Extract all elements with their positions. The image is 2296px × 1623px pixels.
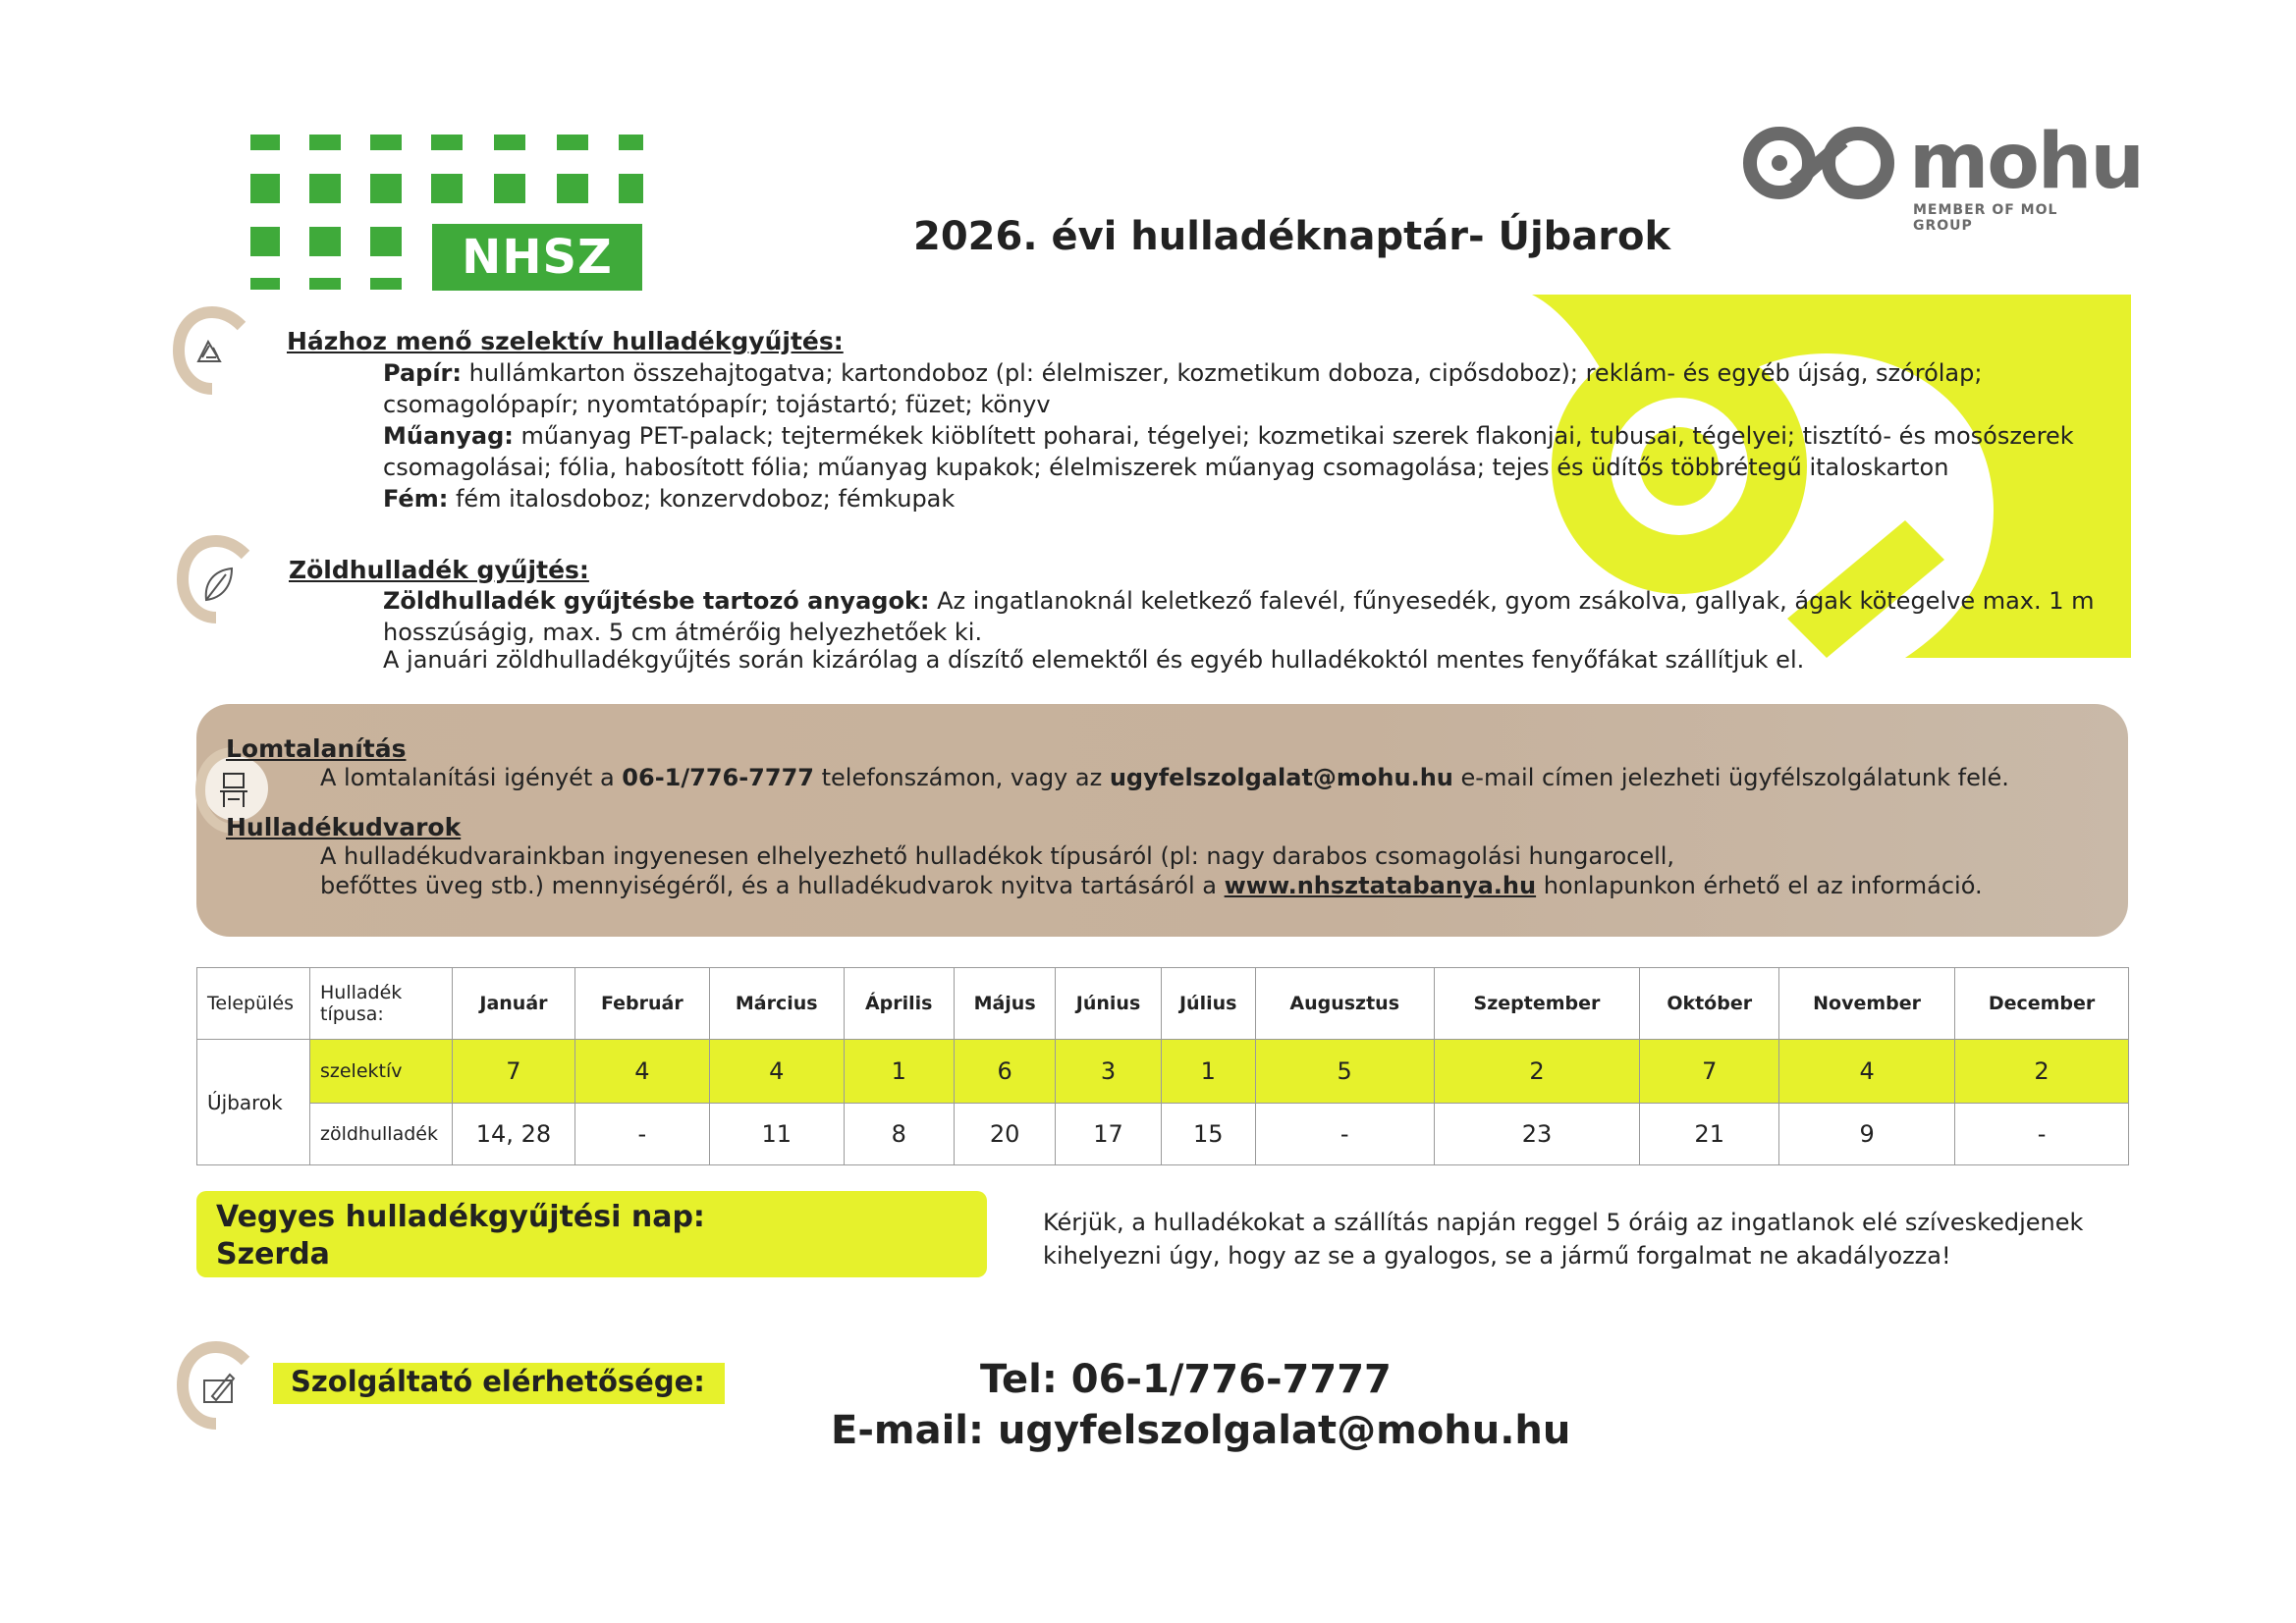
yards-text-b: honlapunkon érhető el az információ. — [1536, 872, 1983, 899]
settlement-cell: Újbarok — [197, 1040, 310, 1165]
bulky-phone: 06-1/776-7777 — [622, 764, 814, 791]
notice-line-2: kihelyezni úgy, hogy az se a gyalogos, se a jármű forgalmat ne akadályozza! — [1043, 1242, 1951, 1270]
bulky-waste-box — [196, 704, 2128, 937]
green-line-3: A januári zöldhulladékgyűjtés során kizárólag a díszítő elemektől és egyéb hulladékoktól mentes fenyőfákat szállítjuk el. — [383, 646, 1805, 674]
plastic-line-1 — [383, 420, 2074, 452]
mohu-logo — [1740, 118, 2143, 234]
table-cell: 9 — [1779, 1104, 1955, 1165]
col-type-header: Hulladék típusa: — [310, 968, 453, 1040]
selective-heading: Házhoz menő szelektív hulladékgyűjtés: — [287, 327, 844, 355]
metal-line — [383, 483, 955, 514]
bulky-email: ugyfelszolgalat@mohu.hu — [1109, 764, 1453, 791]
month-header: Augusztus — [1255, 968, 1434, 1040]
mixed-waste-label: Vegyes hulladékgyűjtési nap: — [216, 1200, 705, 1234]
table-cell: 2 — [1434, 1040, 1640, 1104]
month-header: Február — [574, 968, 709, 1040]
table-cell: 4 — [1779, 1040, 1955, 1104]
month-header: Szeptember — [1434, 968, 1640, 1040]
table-row-green — [197, 1104, 2129, 1165]
waste-type-cell: zöldhulladék — [310, 1104, 453, 1165]
month-header: Március — [709, 968, 844, 1040]
table-cell: 7 — [453, 1040, 575, 1104]
month-header: Október — [1640, 968, 1779, 1040]
plastic-label: Műanyag: — [383, 422, 514, 450]
paper-line-2: csomagolópapír; nyomtatópapír; tojástartó; füzet; könyv — [383, 391, 1051, 418]
paper-line-1 — [383, 357, 1982, 389]
yards-website-link[interactable]: www.nhsztatabanya.hu — [1224, 872, 1537, 899]
waste-type-cell: szelektív — [310, 1040, 453, 1104]
bulky-heading: Lomtalanítás — [226, 734, 407, 763]
nhsz-logo-text: NHSZ — [432, 224, 642, 291]
month-header: Június — [1056, 968, 1161, 1040]
month-header: Január — [453, 968, 575, 1040]
yards-line-1: A hulladékudvarainkban ingyenesen elhelyezhető hulladékok típusáról (pl: nagy darabos csomagolási hungarocell, — [320, 842, 1675, 870]
yards-text-a: befőttes üveg stb.) mennyiségéről, és a hulladékudvarok nyitva tartásáról a — [320, 872, 1225, 899]
month-header: Július — [1161, 968, 1255, 1040]
table-cell: - — [574, 1104, 709, 1165]
table-cell: 8 — [844, 1104, 954, 1165]
metal-label: Fém: — [383, 485, 449, 513]
col-settlement-header: Település — [197, 968, 310, 1040]
month-header: November — [1779, 968, 1955, 1040]
plastic-text-1: műanyag PET-palack; tejtermékek kiöblített poharai, tégelyei; kozmetikai szerek flakonjai, tubusai, tégelyei; tisztító- és mosószerek — [520, 422, 2074, 450]
nhsz-logo — [250, 133, 643, 295]
bulky-text-b: telefonszámon, vagy az — [813, 764, 1110, 791]
month-header: Május — [954, 968, 1055, 1040]
table-header-row — [197, 968, 2129, 1040]
recycle-icon — [173, 306, 251, 395]
table-cell: 15 — [1161, 1104, 1255, 1165]
contact-email[interactable]: E-mail: ugyfelszolgalat@mohu.hu — [831, 1408, 1571, 1453]
month-header: Április — [844, 968, 954, 1040]
green-line-2: hosszúságig, max. 5 cm átmérőig helyezhetőek ki. — [383, 619, 983, 646]
contact-label: Szolgáltató elérhetősége: — [291, 1365, 705, 1398]
table-cell: 4 — [574, 1040, 709, 1104]
green-line-1 — [383, 585, 2095, 617]
bulky-text-a: A lomtalanítási igényét a — [320, 764, 623, 791]
green-text-1: Az ingatlanoknál keletkező falevél, fűnyesedék, gyom zsákolva, gallyak, ágak kötegelve max. 1 m — [937, 587, 2095, 615]
mohu-wordmark: mohu — [1909, 118, 2143, 206]
mohu-tagline: MEMBER OF MOL GROUP — [1913, 202, 2058, 234]
month-header: December — [1955, 968, 2129, 1040]
paper-label: Papír: — [383, 359, 462, 387]
contact-phone[interactable]: Tel: 06-1/776-7777 — [980, 1357, 1392, 1402]
table-cell: - — [1955, 1104, 2129, 1165]
table-cell: 1 — [1161, 1040, 1255, 1104]
table-cell: 11 — [709, 1104, 844, 1165]
green-label: Zöldhulladék gyűjtésbe tartozó anyagok: — [383, 587, 930, 615]
table-cell: 23 — [1434, 1104, 1640, 1165]
yards-line-2 — [320, 870, 1983, 901]
table-cell: 5 — [1255, 1040, 1434, 1104]
yards-heading: Hulladékudvarok — [226, 813, 462, 841]
table-cell: 20 — [954, 1104, 1055, 1165]
table-row-selective — [197, 1040, 2129, 1104]
notice-text — [1043, 1206, 2083, 1272]
collection-calendar-table — [196, 967, 2129, 1165]
mixed-waste-day: Szerda — [216, 1237, 330, 1271]
leaf-icon — [177, 535, 255, 623]
table-cell: 3 — [1056, 1040, 1161, 1104]
table-cell: 1 — [844, 1040, 954, 1104]
table-cell: 17 — [1056, 1104, 1161, 1165]
table-cell: 4 — [709, 1040, 844, 1104]
table-cell: 7 — [1640, 1040, 1779, 1104]
table-cell: 21 — [1640, 1104, 1779, 1165]
notice-line-1: Kérjük, a hulladékokat a szállítás napján reggel 5 óráig az ingatlanok elé szíveskedjenek — [1043, 1209, 2084, 1236]
plastic-line-2: csomagolásai; fólia, habosított fólia; műanyag kupakok; élelmiszerek műanyag csomagolása; tejes és üdítős többrétegű italoskarton — [383, 454, 1949, 481]
bulky-text-c: e-mail címen jelezheti ügyfélszolgálatunk felé. — [1452, 764, 2009, 791]
table-cell: - — [1255, 1104, 1434, 1165]
table-cell: 14, 28 — [453, 1104, 575, 1165]
green-heading: Zöldhulladék gyűjtés: — [289, 556, 589, 584]
metal-text: fém italosdoboz; konzervdoboz; fémkupak — [455, 485, 956, 513]
edit-icon — [177, 1341, 255, 1430]
table-cell: 2 — [1955, 1040, 2129, 1104]
page-title: 2026. évi hulladéknaptár- Újbarok — [913, 214, 1671, 259]
bulky-text — [320, 762, 2009, 793]
mohu-symbol-icon — [1740, 124, 1899, 202]
paper-text-1: hullámkarton összehajtogatva; kartondoboz (pl: élelmiszer, kozmetikum doboza, cipősdoboz); reklám- és egyéb újság, szórólap; — [468, 359, 1983, 387]
table-cell: 6 — [954, 1040, 1055, 1104]
